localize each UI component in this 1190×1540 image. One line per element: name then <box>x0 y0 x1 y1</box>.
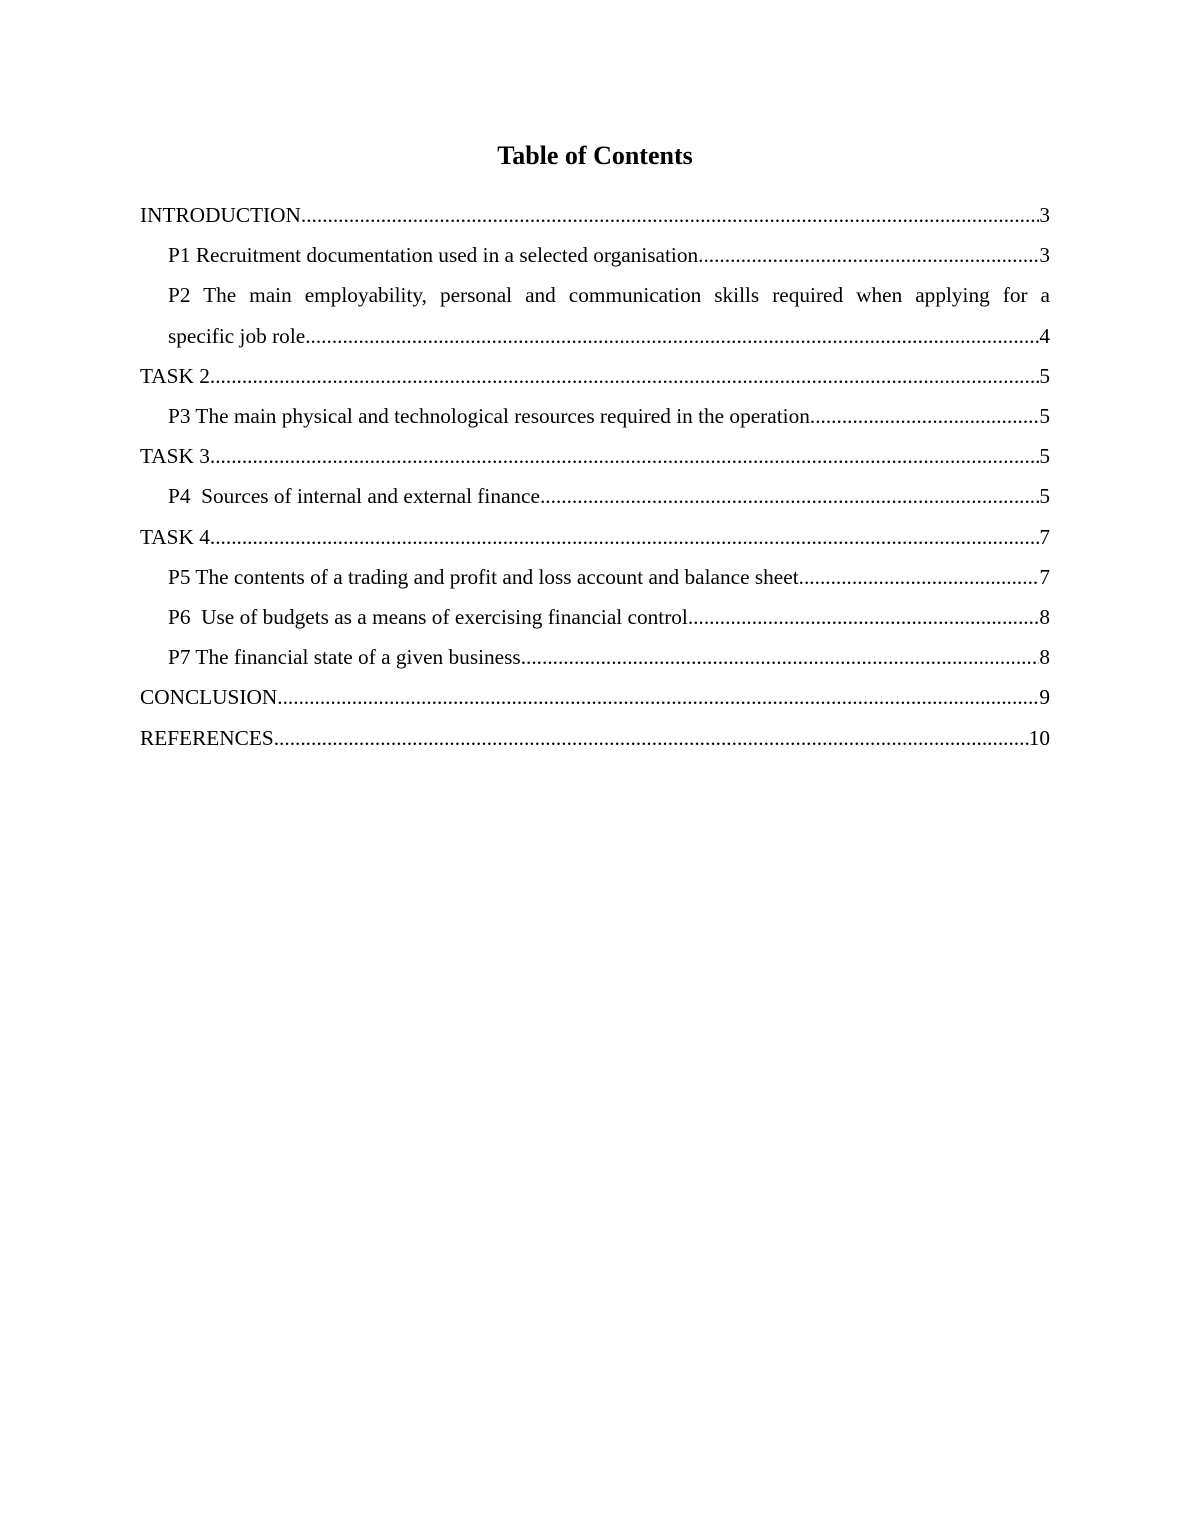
toc-entry-text: P5 The contents of a trading and profit and loss account and balance sheet <box>168 564 799 589</box>
toc-leader-dots <box>210 436 1039 476</box>
toc-page-number: 4 <box>1039 323 1050 348</box>
toc-leader-dots <box>799 557 1040 597</box>
toc-entry-text: TASK 4 <box>140 524 210 549</box>
toc-leader-dots <box>305 316 1039 356</box>
toc-page-number: 5 <box>1039 363 1050 388</box>
toc-leader-dots <box>698 235 1039 275</box>
toc-entry-text: TASK 2 <box>140 363 210 388</box>
toc-entry-text: P1 Recruitment documentation used in a selected organisation <box>168 243 699 268</box>
toc-entry-p1[interactable] <box>140 235 1050 275</box>
toc-page-number: 3 <box>1039 203 1050 227</box>
toc-entry-text: specific job role <box>168 323 306 348</box>
toc-leader-dots <box>540 476 1039 516</box>
toc-page-number: 3 <box>1039 243 1050 268</box>
toc-entry-p7[interactable] <box>140 637 1050 677</box>
toc-entry-text: P7 The financial state of a given business <box>168 645 521 670</box>
toc-entry-p3[interactable] <box>140 396 1050 436</box>
toc-leader-dots <box>210 517 1039 557</box>
toc-entry-introduction[interactable] <box>140 195 1050 235</box>
toc-leader-dots <box>688 597 1039 637</box>
toc-leader-dots <box>810 396 1039 436</box>
toc-page-number: 5 <box>1039 444 1050 469</box>
toc-entry-text: P4 Sources of internal and external finance <box>168 484 540 509</box>
toc-entry-p2[interactable] <box>140 275 1050 355</box>
toc-entry-references[interactable] <box>140 718 1050 758</box>
toc-entry-text: P3 The main physical and technological resources required in the operation <box>168 404 810 429</box>
toc-page-number: 7 <box>1039 524 1050 549</box>
toc-leader-dots <box>301 195 1039 235</box>
toc-entry-task-3[interactable] <box>140 436 1050 476</box>
toc-entry-p6[interactable] <box>140 597 1050 637</box>
toc-page-number: 7 <box>1039 564 1050 589</box>
toc-entry-text: INTRODUCTION <box>140 203 301 227</box>
toc-page-number: 8 <box>1039 605 1050 630</box>
toc-entry-task-2[interactable] <box>140 356 1050 396</box>
toc-page-number: 5 <box>1039 484 1050 509</box>
toc-page-number: 9 <box>1039 685 1050 710</box>
toc-leader-dots <box>274 718 1029 758</box>
toc-entry-conclusion[interactable] <box>140 677 1050 717</box>
toc-page-number: 5 <box>1039 404 1050 429</box>
toc-page-number: 8 <box>1039 645 1050 670</box>
toc-entry-text: CONCLUSION <box>140 685 278 710</box>
toc-entry-text: REFERENCES <box>140 725 274 750</box>
toc-title: Table of Contents <box>497 141 693 170</box>
toc-leader-dots <box>277 677 1039 717</box>
toc-entry-p4[interactable] <box>140 476 1050 516</box>
toc-entry-text-line1: P2 The main employability, personal and communication skills required when applying for a <box>168 283 1050 308</box>
toc-entry-text: TASK 3 <box>140 444 210 469</box>
toc-leader-dots <box>210 356 1039 396</box>
toc-entry-p5[interactable] <box>140 557 1050 597</box>
toc-leader-dots <box>521 637 1040 677</box>
toc-entry-text: P6 Use of budgets as a means of exercising financial control <box>168 605 688 630</box>
toc-entry-task-4[interactable] <box>140 517 1050 557</box>
table-of-contents <box>140 195 1050 758</box>
toc-page-number: 10 <box>1028 725 1050 750</box>
